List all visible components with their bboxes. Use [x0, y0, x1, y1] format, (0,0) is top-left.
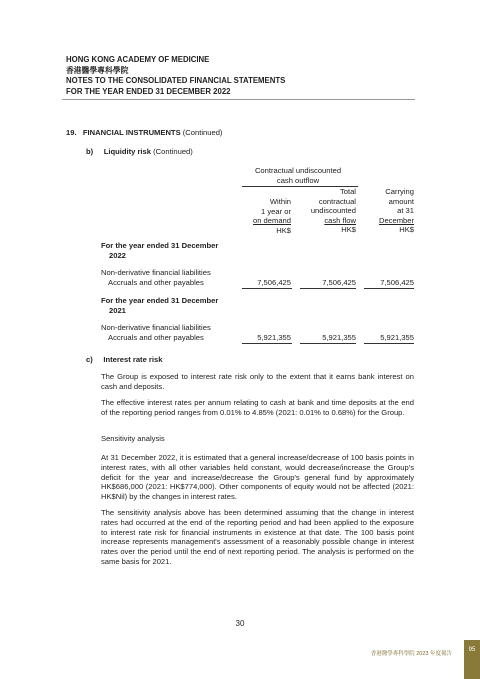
section-continued: (Continued) [182, 128, 223, 137]
col3-line2: amount [388, 196, 414, 206]
subsection-b-continued: (Continued) [153, 147, 193, 156]
subsection-b-heading [86, 147, 193, 156]
total-underline [242, 343, 292, 344]
total-underline [242, 288, 292, 289]
page-tab: 95 [464, 640, 480, 679]
section-heading [66, 128, 222, 137]
table-cell: 5,921,355 [257, 333, 291, 342]
col2-line1: Total [339, 187, 356, 196]
col1-unit: HK$ [276, 225, 291, 235]
paragraph: At 31 December 2022, it is estimated that a general increase/decrease of 100 basis points in interest rates, with all other variables held constant, would decrease/increase the Group's deficit for the year and increase/decrease the Group's general fund by approximately HK$686,000 (2021: HK$774,000). Other components of equity would not be affected (2021: HK$Nil) by the changes in interest rates. [101, 453, 414, 502]
year-2022-heading-line2: 2022 [109, 250, 126, 260]
subsection-b-letter: b) [86, 147, 94, 156]
total-underline [364, 288, 414, 289]
section-title: FINANCIAL INSTRUMENTS [82, 128, 181, 137]
subsection-c-title: Interest rate risk [103, 355, 163, 364]
subsection-c-heading [86, 355, 162, 364]
page-number: 30 [235, 619, 245, 628]
year-2021-heading [101, 296, 218, 315]
document-header [66, 55, 285, 97]
paragraph: The effective interest rates per annum relating to cash at bank and time deposits at the end of the reporting period ranges from 0.01% to 4.85% (2021: 0.01% to 0.68%) for the Group. [101, 398, 414, 417]
year-2021-item: Accruals and other payables [108, 333, 204, 342]
col2-line3: undiscounted [310, 206, 356, 216]
subsection-b-title: Liquidity risk [103, 147, 151, 156]
col1-underlined: on demand [253, 216, 291, 226]
column-header-carrying [360, 187, 414, 235]
footer-text: 香港醫學專科學院 2023 年度報告 [370, 651, 452, 657]
col3-line3: at 31 [397, 206, 414, 216]
year-2021-category: Non-derivative financial liabilities [101, 323, 211, 332]
year-2021-heading-line2: 2021 [109, 305, 126, 315]
org-name-en: HONG KONG ACADEMY OF MEDICINE [66, 55, 210, 64]
year-2022-heading [101, 241, 218, 260]
year-2022-heading-line1: For the year ended 31 December [101, 241, 219, 250]
col2-line2: contractual [318, 196, 356, 206]
col1-line1: Within [269, 197, 291, 206]
sensitivity-analysis-heading: Sensitivity analysis [101, 434, 165, 443]
column-header-total [296, 187, 356, 235]
table-group-header [238, 166, 358, 185]
table-cell: 5,921,355 [322, 333, 356, 342]
year-2022-category: Non-derivative financial liabilities [101, 268, 211, 277]
total-underline [364, 343, 414, 344]
table-cell: 5,921,355 [380, 333, 414, 342]
period-title: FOR THE YEAR ENDED 31 DECEMBER 2022 [66, 86, 231, 96]
table-cell: 7,506,425 [380, 278, 414, 287]
notes-title: NOTES TO THE CONSOLIDATED FINANCIAL STATEMENTS [66, 76, 286, 85]
group-header-line2: cash outflow [276, 175, 320, 185]
group-header-line1: Contractual undiscounted [254, 166, 342, 175]
column-header-within [240, 197, 291, 235]
header-divider [62, 99, 415, 100]
table-cell: 7,506,425 [257, 278, 291, 287]
col1-line2: 1 year or [261, 206, 291, 216]
col3-unit: HK$ [399, 225, 414, 235]
subsection-c-letter: c) [86, 355, 93, 364]
section-number: 19. [66, 128, 77, 137]
org-name-cn: 香港醫學專科學院 [66, 65, 129, 75]
table-cell: 7,506,425 [322, 278, 356, 287]
paragraph: The Group is exposed to interest rate risk only to the extent that it earns bank interest on cash and deposits. [101, 372, 414, 391]
paragraph: The sensitivity analysis above has been determined assuming that the change in interest rates had occurred at the end of the reporting period and had been applied to the exposure to interest rate risk for financial instruments in existence at that date. The 100 basis point increase represents management's assessment of a reasonably possible change in interest rates over the period until the end of next reporting period. The analysis is performed on the same basis for 2021. [101, 508, 414, 566]
year-2022-item: Accruals and other payables [108, 278, 204, 287]
year-2021-heading-line1: For the year ended 31 December [101, 296, 219, 305]
total-underline [300, 343, 356, 344]
col2-unit: HK$ [341, 225, 356, 235]
col3-line1: Carrying [385, 187, 414, 196]
col3-underlined: December [378, 215, 414, 225]
total-underline [300, 288, 356, 289]
col2-underlined: cash flow [324, 215, 356, 225]
